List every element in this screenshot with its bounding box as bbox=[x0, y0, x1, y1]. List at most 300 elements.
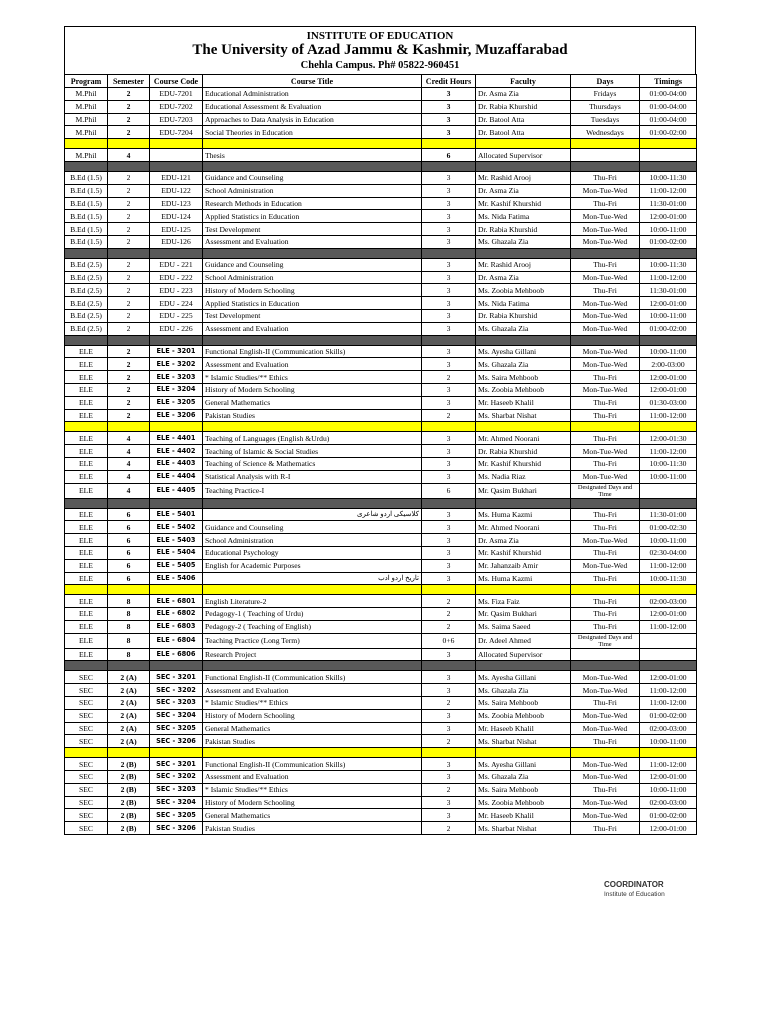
cell-course-title: Assessment and Evaluation bbox=[203, 322, 422, 335]
course-title-urdu: کلاسیکی اردو شاعری bbox=[356, 509, 419, 518]
cell-faculty: Ms. Sharbat Nishat bbox=[476, 409, 571, 422]
table-row bbox=[65, 595, 697, 608]
cell-semester: 2 bbox=[108, 235, 150, 248]
cell-faculty: Mr. Kashif Khurshid bbox=[476, 457, 571, 470]
separator-cell bbox=[422, 422, 476, 432]
cell-timings: 10:00-11:00 bbox=[640, 735, 697, 748]
table-row bbox=[65, 235, 697, 248]
cell-course-title: Social Theories in Education bbox=[203, 126, 422, 139]
table-row bbox=[65, 383, 697, 396]
cell-course-code: ELE - 5401 bbox=[150, 508, 203, 521]
separator-cell bbox=[422, 585, 476, 595]
separator-cell bbox=[476, 335, 571, 345]
cell-credit-hours: 3 bbox=[422, 559, 476, 572]
cell-program: B.Ed (1.5) bbox=[65, 210, 108, 223]
cell-timings: 11:00-12:00 bbox=[640, 620, 697, 633]
table-row bbox=[65, 396, 697, 409]
cell-course-title: Teaching Practice (Long Term) bbox=[203, 633, 422, 648]
cell-credit-hours: 3 bbox=[422, 223, 476, 236]
cell-timings bbox=[640, 149, 697, 162]
separator-cell bbox=[422, 248, 476, 258]
cell-faculty: Ms. Sharbat Nishat bbox=[476, 735, 571, 748]
cell-days: Thu-Fri bbox=[571, 521, 640, 534]
table-row bbox=[65, 572, 697, 585]
cell-course-title: Assessment and Evaluation bbox=[203, 235, 422, 248]
cell-program: SEC bbox=[65, 684, 108, 697]
separator-cell bbox=[476, 161, 571, 171]
cell-timings: 01:00-04:00 bbox=[640, 113, 697, 126]
cell-course-title: History of Modern Schooling bbox=[203, 284, 422, 297]
cell-semester: 2 (A) bbox=[108, 709, 150, 722]
cell-program: B.Ed (2.5) bbox=[65, 284, 108, 297]
cell-course-code: ELE - 6802 bbox=[150, 608, 203, 621]
cell-credit-hours: 3 bbox=[422, 113, 476, 126]
cell-semester: 2 bbox=[108, 223, 150, 236]
cell-course-code: ELE - 5403 bbox=[150, 534, 203, 547]
cell-course-title: Applied Statistics in Education bbox=[203, 210, 422, 223]
cell-credit-hours: 2 bbox=[422, 735, 476, 748]
table-row bbox=[65, 284, 697, 297]
cell-timings: 10:00-11:30 bbox=[640, 258, 697, 271]
cell-course-title: Functional English-II (Communication Skills) bbox=[203, 671, 422, 684]
cell-semester: 2 bbox=[108, 197, 150, 210]
cell-course-code: EDU-123 bbox=[150, 197, 203, 210]
cell-days: Thu-Fri bbox=[571, 284, 640, 297]
cell-days: Mon-Tue-Wed bbox=[571, 709, 640, 722]
cell-program: ELE bbox=[65, 371, 108, 384]
separator-cell bbox=[203, 139, 422, 149]
cell-timings: 11:00-12:00 bbox=[640, 697, 697, 710]
cell-program: B.Ed (1.5) bbox=[65, 171, 108, 184]
cell-days: Thu-Fri bbox=[571, 608, 640, 621]
cell-course-code: EDU - 223 bbox=[150, 284, 203, 297]
cell-faculty: Ms. Ghazala Zia bbox=[476, 358, 571, 371]
cell-faculty: Ms. Ayesha Gillani bbox=[476, 671, 571, 684]
table-row bbox=[65, 697, 697, 710]
cell-faculty: Ms. Zoobia Mehboob bbox=[476, 383, 571, 396]
cell-timings: 01:00-04:00 bbox=[640, 88, 697, 101]
cell-timings: 01:30-03:00 bbox=[640, 396, 697, 409]
cell-semester: 4 bbox=[108, 432, 150, 445]
cell-semester: 2 bbox=[108, 409, 150, 422]
cell-timings: 11:30-01:00 bbox=[640, 284, 697, 297]
separator-cell bbox=[203, 661, 422, 671]
cell-semester: 8 bbox=[108, 648, 150, 661]
cell-course-title: Functional English-II (Communication Skills) bbox=[203, 758, 422, 771]
cell-course-code: ELE - 3204 bbox=[150, 383, 203, 396]
separator-cell bbox=[571, 422, 640, 432]
cell-semester: 6 bbox=[108, 508, 150, 521]
cell-days: Mon-Tue-Wed bbox=[571, 345, 640, 358]
separator-cell bbox=[571, 498, 640, 508]
cell-course-code: ELE - 5405 bbox=[150, 559, 203, 572]
cell-faculty: Ms. Ghazala Zia bbox=[476, 771, 571, 784]
cell-course-title: * Islamic Studies/** Ethics bbox=[203, 697, 422, 710]
cell-program: M.Phil bbox=[65, 149, 108, 162]
cell-semester: 2 (A) bbox=[108, 735, 150, 748]
cell-course-code: ELE - 5404 bbox=[150, 546, 203, 559]
cell-semester: 2 bbox=[108, 113, 150, 126]
cell-credit-hours: 3 bbox=[422, 184, 476, 197]
cell-semester: 2 (A) bbox=[108, 697, 150, 710]
cell-semester: 2 bbox=[108, 126, 150, 139]
cell-course-title: History of Modern Schooling bbox=[203, 709, 422, 722]
table-row bbox=[65, 722, 697, 735]
cell-course-title: Pedagogy-1 ( Teaching of Urdu) bbox=[203, 608, 422, 621]
col-timings: Timings bbox=[640, 75, 697, 88]
timetable bbox=[64, 74, 697, 835]
separator-cell bbox=[108, 248, 150, 258]
cell-course-title: * Islamic Studies/** Ethics bbox=[203, 783, 422, 796]
cell-faculty: Dr. Batool Atta bbox=[476, 126, 571, 139]
cell-course-code: SEC - 3203 bbox=[150, 697, 203, 710]
cell-faculty: Mr. Qasim Bukhari bbox=[476, 608, 571, 621]
separator-cell bbox=[108, 335, 150, 345]
cell-course-title: School Administration bbox=[203, 271, 422, 284]
cell-course-title: Approaches to Data Analysis in Education bbox=[203, 113, 422, 126]
cell-faculty: Ms. Ghazala Zia bbox=[476, 684, 571, 697]
cell-days: Mon-Tue-Wed bbox=[571, 223, 640, 236]
cell-timings: 01:00-02:30 bbox=[640, 521, 697, 534]
cell-course-code: ELE - 3201 bbox=[150, 345, 203, 358]
separator-cell bbox=[65, 161, 108, 171]
cell-course-code: ELE - 6806 bbox=[150, 648, 203, 661]
cell-course-title: Research Methods in Education bbox=[203, 197, 422, 210]
cell-course-title: English for Academic Purposes bbox=[203, 559, 422, 572]
col-course-title: Course Title bbox=[203, 75, 422, 88]
cell-course-title: Guidance and Counseling bbox=[203, 171, 422, 184]
cell-course-code: ELE - 4405 bbox=[150, 483, 203, 498]
cell-semester: 2 (A) bbox=[108, 684, 150, 697]
separator-cell bbox=[640, 161, 697, 171]
cell-faculty: Ms. Ayesha Gillani bbox=[476, 758, 571, 771]
cell-faculty: Ms. Saira Mehboob bbox=[476, 371, 571, 384]
separator-cell bbox=[476, 748, 571, 758]
cell-days bbox=[571, 149, 640, 162]
cell-program: SEC bbox=[65, 697, 108, 710]
cell-credit-hours: 6 bbox=[422, 483, 476, 498]
cell-credit-hours: 0+6 bbox=[422, 633, 476, 648]
cell-faculty: Ms. Nida Fatima bbox=[476, 210, 571, 223]
cell-days: Mon-Tue-Wed bbox=[571, 297, 640, 310]
cell-course-title: Pakistan Studies bbox=[203, 409, 422, 422]
cell-credit-hours: 3 bbox=[422, 235, 476, 248]
cell-credit-hours: 3 bbox=[422, 684, 476, 697]
cell-faculty: Ms. Ghazala Zia bbox=[476, 235, 571, 248]
cell-course-code: ELE - 5406 bbox=[150, 572, 203, 585]
cell-program: ELE bbox=[65, 572, 108, 585]
cell-credit-hours: 2 bbox=[422, 620, 476, 633]
cell-timings: 10:00-11:00 bbox=[640, 534, 697, 547]
cell-days: Thu-Fri bbox=[571, 595, 640, 608]
cell-program: ELE bbox=[65, 648, 108, 661]
cell-timings: 12:00-01:00 bbox=[640, 371, 697, 384]
table-row bbox=[65, 671, 697, 684]
cell-course-code: ELE - 4404 bbox=[150, 470, 203, 483]
cell-days: Mon-Tue-Wed bbox=[571, 445, 640, 458]
cell-credit-hours: 2 bbox=[422, 697, 476, 710]
cell-course-title: Test Development bbox=[203, 309, 422, 322]
cell-timings: 11:00-12:00 bbox=[640, 184, 697, 197]
cell-course-title: Teaching of Languages (English &Urdu) bbox=[203, 432, 422, 445]
col-course-code: Course Code bbox=[150, 75, 203, 88]
separator-cell bbox=[108, 661, 150, 671]
cell-faculty: Ms. Saima Saeed bbox=[476, 620, 571, 633]
cell-timings: 11:00-12:00 bbox=[640, 445, 697, 458]
cell-days: Tuesdays bbox=[571, 113, 640, 126]
cell-faculty: Mr. Haseeb Khalil bbox=[476, 809, 571, 822]
document-header bbox=[64, 26, 696, 74]
cell-semester: 2 bbox=[108, 345, 150, 358]
table-row bbox=[65, 100, 697, 113]
col-credit-hours: Credit Hours bbox=[422, 75, 476, 88]
cell-faculty: Mr. Ahmed Noorani bbox=[476, 521, 571, 534]
separator-cell bbox=[571, 161, 640, 171]
table-row bbox=[65, 608, 697, 621]
separator-cell bbox=[150, 661, 203, 671]
cell-program: ELE bbox=[65, 521, 108, 534]
cell-timings: 10:00-11:30 bbox=[640, 171, 697, 184]
cell-faculty: Mr. Haseeb Khalil bbox=[476, 396, 571, 409]
separator-cell bbox=[65, 498, 108, 508]
cell-semester: 8 bbox=[108, 608, 150, 621]
cell-days: Mon-Tue-Wed bbox=[571, 470, 640, 483]
cell-faculty: Ms. Zoobia Mehboob bbox=[476, 284, 571, 297]
cell-faculty: Ms. Fiza Faiz bbox=[476, 595, 571, 608]
separator-cell bbox=[203, 248, 422, 258]
cell-credit-hours: 3 bbox=[422, 457, 476, 470]
cell-semester: 2 bbox=[108, 297, 150, 310]
cell-timings: 11:00-12:00 bbox=[640, 271, 697, 284]
separator-cell bbox=[150, 335, 203, 345]
cell-faculty: Dr. Rabia Khurshid bbox=[476, 223, 571, 236]
cell-faculty: Ms. Huma Kazmi bbox=[476, 508, 571, 521]
cell-days: Thu-Fri bbox=[571, 197, 640, 210]
separator-cell bbox=[422, 661, 476, 671]
cell-timings: 10:00-11:00 bbox=[640, 783, 697, 796]
cell-program: SEC bbox=[65, 735, 108, 748]
cell-program: B.Ed (1.5) bbox=[65, 184, 108, 197]
cell-semester: 2 bbox=[108, 171, 150, 184]
table-row bbox=[65, 223, 697, 236]
cell-timings: 10:00-11:00 bbox=[640, 345, 697, 358]
cell-program: B.Ed (2.5) bbox=[65, 322, 108, 335]
cell-days: Mon-Tue-Wed bbox=[571, 210, 640, 223]
cell-semester: 4 bbox=[108, 149, 150, 162]
cell-semester: 6 bbox=[108, 559, 150, 572]
cell-timings bbox=[640, 648, 697, 661]
cell-timings: 01:00-02:00 bbox=[640, 322, 697, 335]
table-row bbox=[65, 483, 697, 498]
cell-semester: 8 bbox=[108, 595, 150, 608]
table-row bbox=[65, 796, 697, 809]
cell-faculty: Ms. Ghazala Zia bbox=[476, 322, 571, 335]
cell-timings: 12:00-01:30 bbox=[640, 432, 697, 445]
table-row bbox=[65, 309, 697, 322]
cell-course-title: Research Project bbox=[203, 648, 422, 661]
cell-semester: 2 (A) bbox=[108, 671, 150, 684]
cell-days: Thu-Fri bbox=[571, 572, 640, 585]
cell-faculty: Mr. Haseeb Khalil bbox=[476, 722, 571, 735]
cell-semester: 2 bbox=[108, 100, 150, 113]
cell-semester: 2 bbox=[108, 284, 150, 297]
cell-timings: 11:00-12:00 bbox=[640, 409, 697, 422]
cell-credit-hours: 3 bbox=[422, 796, 476, 809]
cell-credit-hours: 3 bbox=[422, 358, 476, 371]
cell-faculty: Dr. Batool Atta bbox=[476, 113, 571, 126]
cell-course-code: ELE - 3203 bbox=[150, 371, 203, 384]
cell-faculty: Dr. Rabia Khurshid bbox=[476, 445, 571, 458]
cell-program: M.Phil bbox=[65, 100, 108, 113]
cell-course-title: Teaching of Islamic & Social Studies bbox=[203, 445, 422, 458]
cell-course-code: ELE - 6801 bbox=[150, 595, 203, 608]
cell-course-code: SEC - 3202 bbox=[150, 684, 203, 697]
cell-timings: 01:00-02:00 bbox=[640, 126, 697, 139]
cell-course-title: History of Modern Schooling bbox=[203, 383, 422, 396]
cell-credit-hours: 3 bbox=[422, 546, 476, 559]
cell-course-code: SEC - 3203 bbox=[150, 783, 203, 796]
cell-program: ELE bbox=[65, 358, 108, 371]
table-row bbox=[65, 322, 697, 335]
cell-program: ELE bbox=[65, 457, 108, 470]
cell-program: ELE bbox=[65, 620, 108, 633]
cell-course-code: ELE - 4402 bbox=[150, 445, 203, 458]
cell-semester: 2 (B) bbox=[108, 822, 150, 835]
cell-timings: 12:00-01:00 bbox=[640, 608, 697, 621]
cell-credit-hours: 3 bbox=[422, 771, 476, 784]
cell-days: Thu-Fri bbox=[571, 783, 640, 796]
cell-timings bbox=[640, 633, 697, 648]
cell-timings: 02:00-03:00 bbox=[640, 595, 697, 608]
table-row bbox=[65, 149, 697, 162]
cell-program: ELE bbox=[65, 345, 108, 358]
cell-days: Mon-Tue-Wed bbox=[571, 534, 640, 547]
cell-faculty: Mr. Jahanzaib Amir bbox=[476, 559, 571, 572]
cell-course-title: Functional English-II (Communication Skills) bbox=[203, 345, 422, 358]
cell-timings: 12:00-01:00 bbox=[640, 771, 697, 784]
cell-timings: 01:00-04:00 bbox=[640, 100, 697, 113]
cell-course-code: EDU - 222 bbox=[150, 271, 203, 284]
cell-credit-hours: 2 bbox=[422, 783, 476, 796]
separator-cell bbox=[640, 585, 697, 595]
cell-days: Mon-Tue-Wed bbox=[571, 309, 640, 322]
table-row bbox=[65, 508, 697, 521]
separator-cell bbox=[571, 139, 640, 149]
cell-credit-hours: 3 bbox=[422, 88, 476, 101]
cell-days: Thu-Fri bbox=[571, 258, 640, 271]
table-row bbox=[65, 633, 697, 648]
cell-semester: 6 bbox=[108, 521, 150, 534]
separator-cell bbox=[422, 498, 476, 508]
cell-course-title: History of Modern Schooling bbox=[203, 796, 422, 809]
cell-timings: 02:00-03:00 bbox=[640, 722, 697, 735]
cell-days: Mon-Tue-Wed bbox=[571, 383, 640, 396]
table-row bbox=[65, 184, 697, 197]
cell-course-title: Educational Administration bbox=[203, 88, 422, 101]
separator-row-yellow bbox=[65, 139, 697, 149]
cell-program: M.Phil bbox=[65, 113, 108, 126]
cell-faculty: Dr. Rabia Khurshid bbox=[476, 100, 571, 113]
course-title-urdu: تاریخ اردو ادب bbox=[378, 573, 419, 582]
cell-timings: 11:00-12:00 bbox=[640, 758, 697, 771]
cell-course-title: Teaching of Science & Mathematics bbox=[203, 457, 422, 470]
separator-row-gray bbox=[65, 161, 697, 171]
cell-program: B.Ed (2.5) bbox=[65, 258, 108, 271]
cell-course-code: SEC - 3201 bbox=[150, 671, 203, 684]
cell-semester: 2 bbox=[108, 358, 150, 371]
separator-cell bbox=[203, 422, 422, 432]
cell-faculty: Ms. Sharbat Nishat bbox=[476, 822, 571, 835]
cell-days: Designated Days and Time bbox=[571, 633, 640, 648]
cell-days: Mon-Tue-Wed bbox=[571, 184, 640, 197]
cell-program: SEC bbox=[65, 809, 108, 822]
cell-credit-hours: 3 bbox=[422, 197, 476, 210]
cell-days: Fridays bbox=[571, 88, 640, 101]
cell-course-code: ELE - 5402 bbox=[150, 521, 203, 534]
separator-cell bbox=[65, 748, 108, 758]
cell-program: M.Phil bbox=[65, 88, 108, 101]
cell-course-code: ELE - 6804 bbox=[150, 633, 203, 648]
cell-program: ELE bbox=[65, 508, 108, 521]
cell-timings: 10:00-11:00 bbox=[640, 309, 697, 322]
cell-credit-hours: 3 bbox=[422, 508, 476, 521]
separator-cell bbox=[640, 139, 697, 149]
cell-semester: 8 bbox=[108, 620, 150, 633]
cell-faculty: Dr. Asma Zia bbox=[476, 534, 571, 547]
cell-timings: 11:00-12:00 bbox=[640, 559, 697, 572]
separator-cell bbox=[150, 748, 203, 758]
cell-timings: 12:00-01:00 bbox=[640, 822, 697, 835]
cell-course-title: Pakistan Studies bbox=[203, 822, 422, 835]
cell-days: Mon-Tue-Wed bbox=[571, 809, 640, 822]
table-row bbox=[65, 783, 697, 796]
table-row bbox=[65, 271, 697, 284]
cell-course-title: Guidance and Counseling bbox=[203, 258, 422, 271]
col-program: Program bbox=[65, 75, 108, 88]
table-row bbox=[65, 559, 697, 572]
cell-program: ELE bbox=[65, 559, 108, 572]
cell-semester: 2 (B) bbox=[108, 783, 150, 796]
cell-days: Thu-Fri bbox=[571, 735, 640, 748]
cell-days: Mon-Tue-Wed bbox=[571, 559, 640, 572]
cell-days: Thu-Fri bbox=[571, 371, 640, 384]
cell-credit-hours: 3 bbox=[422, 534, 476, 547]
cell-semester: 6 bbox=[108, 572, 150, 585]
separator-cell bbox=[150, 422, 203, 432]
cell-credit-hours: 3 bbox=[422, 258, 476, 271]
cell-course-title bbox=[203, 508, 422, 521]
cell-timings: 12:00-01:00 bbox=[640, 671, 697, 684]
separator-cell bbox=[571, 585, 640, 595]
separator-cell bbox=[640, 248, 697, 258]
cell-program: ELE bbox=[65, 608, 108, 621]
cell-days: Thu-Fri bbox=[571, 546, 640, 559]
cell-days bbox=[571, 648, 640, 661]
cell-faculty: Ms. Nadia Riaz bbox=[476, 470, 571, 483]
cell-course-code: ELE - 3202 bbox=[150, 358, 203, 371]
cell-program: B.Ed (2.5) bbox=[65, 271, 108, 284]
cell-days: Thu-Fri bbox=[571, 409, 640, 422]
cell-days: Thu-Fri bbox=[571, 822, 640, 835]
cell-days: Thu-Fri bbox=[571, 432, 640, 445]
separator-cell bbox=[65, 661, 108, 671]
cell-course-title bbox=[203, 572, 422, 585]
cell-faculty: Mr. Kashif Khurshid bbox=[476, 197, 571, 210]
cell-credit-hours: 3 bbox=[422, 345, 476, 358]
separator-cell bbox=[108, 139, 150, 149]
cell-timings: 12:00-01:00 bbox=[640, 210, 697, 223]
cell-course-title: Pakistan Studies bbox=[203, 735, 422, 748]
